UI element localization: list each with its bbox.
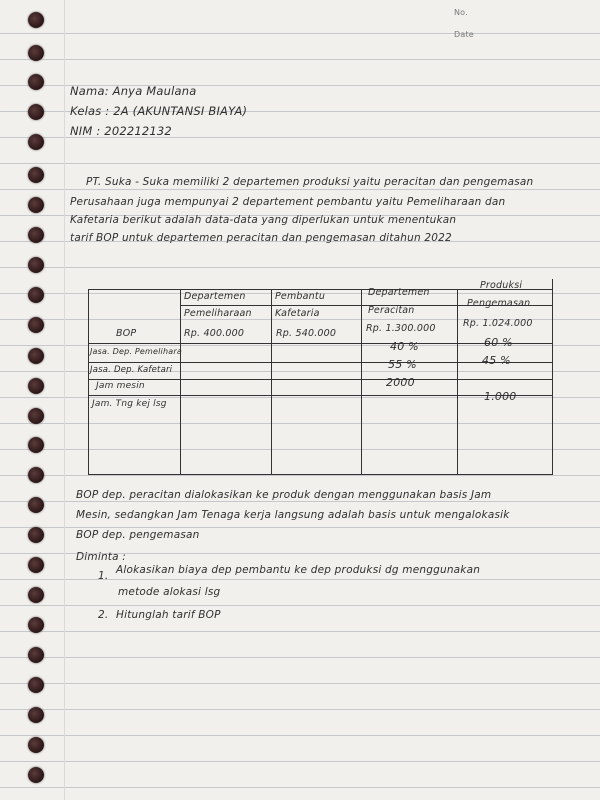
student-name: Nama: Anya Maulana <box>70 84 197 98</box>
explanation-line: Mesin, sedangkan Jam Tenaga kerja langsung adalah basis untuk mengalokasik <box>76 509 510 521</box>
margin-line <box>64 0 65 800</box>
binder-holes <box>28 12 48 792</box>
row-label: Jam. Tng kej lsg <box>92 399 167 409</box>
table-header: Kafetaria <box>275 308 320 319</box>
question-number: 1. <box>98 570 109 582</box>
table-header: Departemen <box>184 291 246 302</box>
table-header: Pemeliharaan <box>184 308 252 319</box>
binder-hole <box>28 437 44 453</box>
table-cell: 1.000 <box>484 390 517 403</box>
table-cell: Rp. 1.024.000 <box>463 318 533 329</box>
binder-hole <box>28 408 44 424</box>
question-text: metode alokasi lsg <box>118 586 221 598</box>
binder-hole <box>28 134 44 150</box>
table-border <box>361 289 362 475</box>
explanation-line: BOP dep. peracitan dialokasikan ke produk dengan menggunakan basis Jam <box>76 489 492 501</box>
table-border <box>271 289 272 475</box>
no-label: No. <box>454 8 468 17</box>
table-cell: 2000 <box>386 376 415 389</box>
binder-hole <box>28 587 44 603</box>
table-header: Produksi <box>480 280 523 291</box>
table-cell: 40 % <box>390 340 419 353</box>
table-cell: Rp. 400.000 <box>184 328 245 339</box>
problem-line: Kafetaria berikut adalah data-data yang diperlukan untuk menentukan <box>70 214 457 226</box>
problem-line: tarif BOP untuk departemen peracitan dan pengemasan ditahun 2022 <box>70 232 452 244</box>
binder-hole <box>28 737 44 753</box>
table-border <box>457 289 458 475</box>
row-label: Jasa. Dep. Kafetari <box>90 365 173 375</box>
binder-hole <box>28 497 44 513</box>
table-border <box>88 343 552 344</box>
questions-title: Diminta : <box>76 551 127 563</box>
table-cell: 60 % <box>484 336 513 349</box>
table-cell: 55 % <box>388 358 417 371</box>
table-border <box>88 474 552 475</box>
table-border <box>180 289 181 475</box>
binder-hole <box>28 617 44 633</box>
question-text: Hitunglah tarif BOP <box>116 609 221 621</box>
table-header: Departemen <box>368 287 430 298</box>
binder-hole <box>28 467 44 483</box>
table-header: Pembantu <box>275 291 326 302</box>
table-border <box>88 395 552 396</box>
row-label-bop: BOP <box>116 328 137 339</box>
binder-hole <box>28 45 44 61</box>
table-header: Peracitan <box>368 305 415 316</box>
binder-hole <box>28 647 44 663</box>
student-class: Kelas : 2A (AKUNTANSI BIAYA) <box>70 104 248 118</box>
binder-hole <box>28 74 44 90</box>
table-border <box>552 279 553 475</box>
binder-hole <box>28 287 44 303</box>
binder-hole <box>28 227 44 243</box>
table-cell: 45 % <box>482 354 511 367</box>
problem-line: PT. Suka - Suka memiliki 2 departemen produksi yaitu peracitan dan pengemasan <box>86 176 534 188</box>
question-number: 2. <box>98 609 109 621</box>
binder-hole <box>28 348 44 364</box>
table-cell: Rp. 1.300.000 <box>366 323 436 334</box>
explanation-line: BOP dep. pengemasan <box>76 529 200 541</box>
table-border <box>88 379 552 380</box>
binder-hole <box>28 197 44 213</box>
table-header: Pengemasan <box>467 298 531 309</box>
binder-hole <box>28 707 44 723</box>
problem-line: Perusahaan juga mempunyai 2 departement pembantu yaitu Pemeliharaan dan <box>70 196 506 208</box>
binder-hole <box>28 12 44 28</box>
row-label: Jam mesin <box>96 381 145 391</box>
table-cell: Rp. 540.000 <box>276 328 337 339</box>
table-border <box>88 289 89 475</box>
binder-hole <box>28 104 44 120</box>
question-text: Alokasikan biaya dep pembantu ke dep produksi dg menggunakan <box>116 564 481 576</box>
binder-hole <box>28 257 44 273</box>
row-label: Jasa. Dep. Pemelihara <box>90 347 182 356</box>
binder-hole <box>28 317 44 333</box>
student-nim: NIM : 202212132 <box>70 124 172 138</box>
binder-hole <box>28 527 44 543</box>
binder-hole <box>28 167 44 183</box>
binder-hole <box>28 378 44 394</box>
binder-hole <box>28 557 44 573</box>
binder-hole <box>28 677 44 693</box>
binder-hole <box>28 767 44 783</box>
date-label: Date <box>454 30 474 39</box>
